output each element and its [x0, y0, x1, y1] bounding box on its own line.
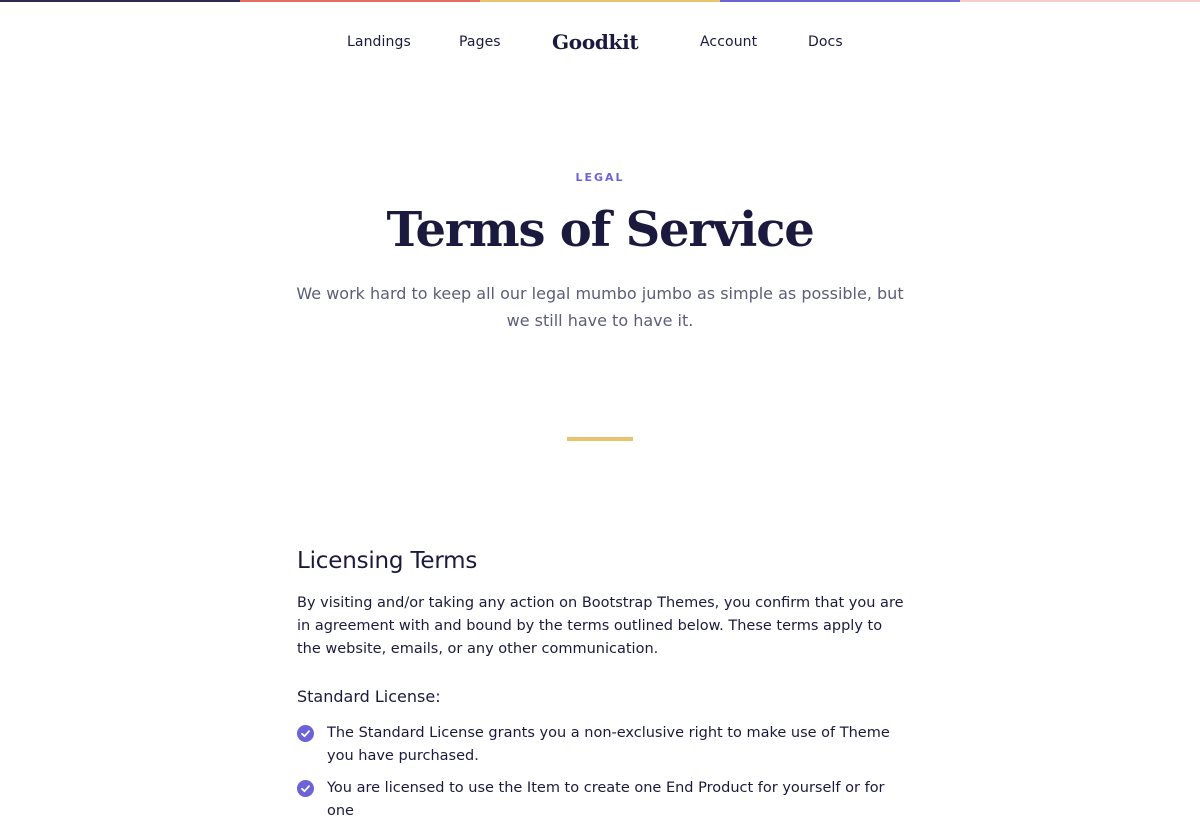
section-divider	[567, 437, 633, 441]
license-list	[297, 722, 907, 823]
section-intro: By visiting and/or taking any action on Bootstrap Themes, you confirm that you are in agreement with and bound by the terms outlined below. These terms apply to the website, emails, or any other communication.	[297, 595, 904, 657]
nav-item-docs[interactable]: Docs	[808, 34, 843, 50]
list-item	[297, 722, 907, 768]
list-item	[297, 777, 907, 823]
nav-item-account[interactable]: Account	[700, 34, 758, 50]
main-navigation	[0, 0, 1200, 86]
list-item-text: You are licensed to use the Item to create one End Product for yourself or for one	[327, 780, 885, 819]
check-circle-icon	[297, 780, 314, 797]
section-heading: Licensing Terms	[297, 548, 478, 574]
list-item-text: The Standard License grants you a non-exclusive right to make use of Theme you have purchased.	[327, 725, 890, 764]
licensing-section	[297, 548, 907, 832]
page-subtitle: We work hard to keep all our legal mumbo jumbo as simple as possible, but we still have to have it.	[296, 284, 904, 330]
check-circle-icon	[297, 725, 314, 742]
section-subheading: Standard License:	[297, 687, 441, 706]
nav-item-pages[interactable]: Pages	[459, 34, 501, 50]
brand-logo[interactable]: Goodkit	[552, 30, 639, 54]
page-title: Terms of Service	[386, 202, 814, 258]
eyebrow-label: LEGAL	[575, 171, 625, 184]
nav-item-landings[interactable]: Landings	[347, 34, 411, 50]
